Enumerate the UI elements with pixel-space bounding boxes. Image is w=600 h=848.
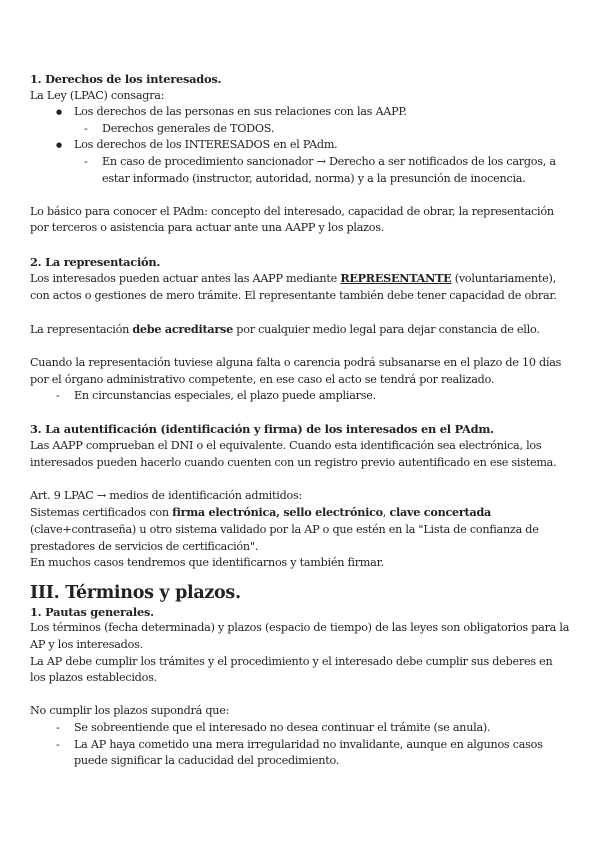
paragraph: Los términos (fecha determinada) y plazos (espacio de tiempo) de las leyes son obligatorios para la AP y los interesados. xyxy=(30,621,570,651)
emphasis-text: clave concertada xyxy=(389,505,492,520)
paragraph: Sistemas certificados con firma electrónica, sello electrónico, clave concertada (clave+contraseña) u otro sistema validado por la AP o que estén en la "Lista de confianza de prestadores de servicios de certificación". xyxy=(30,505,539,553)
paragraph: La representación debe acreditarse por cualquier medio legal para dejar constancia de ello. xyxy=(30,321,540,336)
intro-text: La Ley (LPAC) consagra: xyxy=(30,88,165,102)
section-heading-derechos: 1. Derechos de los interesados. xyxy=(30,72,222,86)
paragraph: Cuando la representación tuviese alguna falta o carencia podrá subsanarse en el plazo de 10 días por el órgano administrativo competente, en ese caso el acto se tendrá por realizado. xyxy=(30,356,562,386)
list-item: ● Los derechos de las personas en sus relaciones con las AAPP. xyxy=(30,104,570,121)
chapter-title: III. Términos y plazos. xyxy=(30,582,241,603)
paragraph: No cumplir los plazos supondrá que: xyxy=(30,704,230,718)
document-body xyxy=(30,71,570,770)
emphasis-text: debe acreditarse xyxy=(132,321,233,336)
list-item: - Se sobreentiende que el interesado no desea continuar el trámite (se anula). xyxy=(30,720,570,737)
section-heading-pautas: 1. Pautas generales. xyxy=(30,604,154,619)
rights-list xyxy=(30,104,570,187)
paragraph: En muchos casos tendremos que identificarnos y también firmar. xyxy=(30,556,384,570)
emphasis-text: firma electrónica, sello electrónico xyxy=(172,505,383,520)
paragraph: Lo básico para conocer el PAdm: concepto del interesado, capacidad de obrar, la representación por terceros o asistencia para actuar ante una AAPP y los plazos. xyxy=(30,204,554,235)
emphasis-text: REPRESENTANTE xyxy=(340,271,452,286)
section-heading-representacion: 2. La representación. xyxy=(30,254,161,269)
paragraph: La AP debe cumplir los trámites y el procedimiento y el interesado debe cumplir sus deberes en los plazos establecidos. xyxy=(30,654,553,685)
sub-list-item: - En caso de procedimiento sancionador → Derecho a ser notificados de los cargos, a estar informado (instructor, autoridad, norma) y a la presunción de inocencia. xyxy=(30,154,570,187)
list-item: ● Los derechos de los INTERESADOS en el PAdm. xyxy=(30,137,570,154)
paragraph: Art. 9 LPAC → medios de identificación admitidos: xyxy=(30,488,302,502)
list-item: - La AP haya cometido una mera irregularidad no invalidante, aunque en algunos casos puede significar la caducidad del procedimiento. xyxy=(30,737,570,770)
section-heading-autentificacion: 3. La autentificación (identificación y firma) de los interesados en el PAdm. xyxy=(30,422,494,437)
sub-list-item: - Derechos generales de TODOS. xyxy=(30,121,570,138)
paragraph: Los interesados pueden actuar antes las AAPP mediante REPRESENTANTE (voluntariamente), con actos o gestiones de mero trámite. El representante también debe tener capacidad de obrar. xyxy=(30,271,557,302)
paragraph: Las AAPP comprueban el DNI o el equivalente. Cuando esta identificación sea electrónica, los interesados pueden hacerlo cuando cuenten con un registro previo autentificado en ese sistema. xyxy=(30,439,557,469)
list-item: - En circunstancias especiales, el plazo puede ampliarse. xyxy=(30,388,570,405)
